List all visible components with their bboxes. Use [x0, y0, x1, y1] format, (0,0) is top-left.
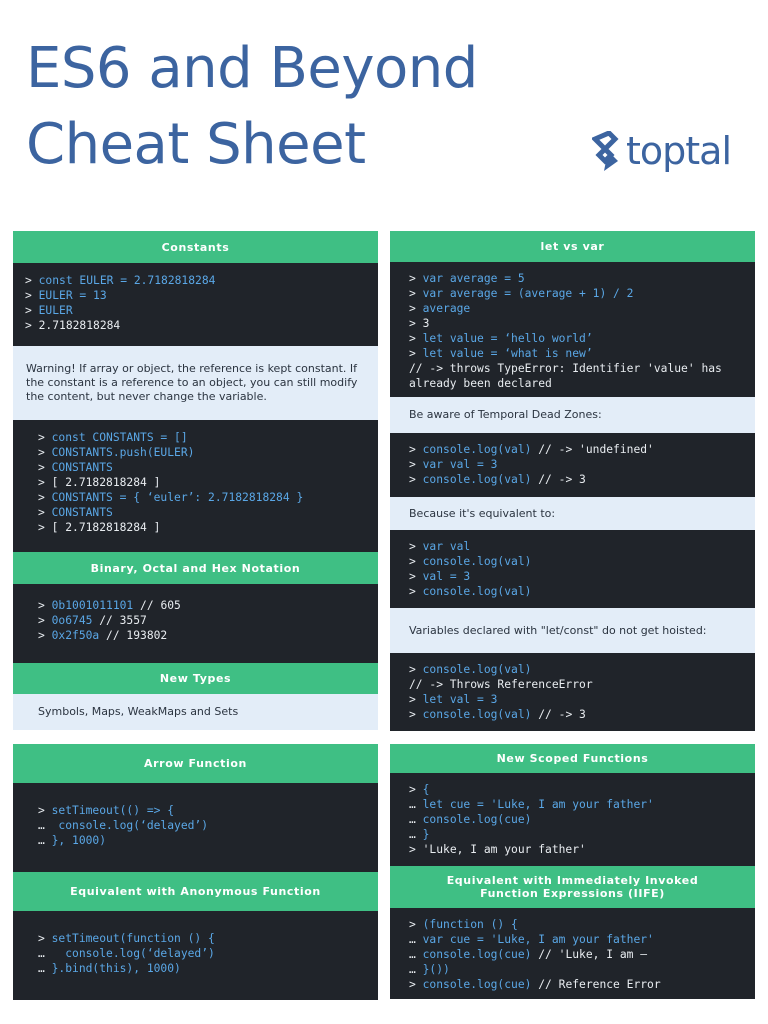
code-prompt: >	[38, 476, 52, 489]
binary-code-block	[13, 584, 378, 664]
code-prompt: >	[25, 304, 39, 317]
code-line	[38, 445, 378, 460]
code-line	[38, 460, 378, 475]
code-line	[409, 457, 755, 472]
code-line	[409, 947, 755, 962]
code-line	[409, 569, 755, 584]
code-prompt: …	[409, 963, 423, 976]
constants-header: Constants	[13, 231, 378, 263]
code-line	[38, 818, 378, 833]
code-text: console.log(cue)	[422, 948, 532, 961]
code-line	[409, 346, 755, 361]
toptal-logo-icon	[592, 131, 622, 171]
code-text: 2.7182818284	[38, 319, 121, 332]
code-output: // -> Throws ReferenceError	[409, 678, 593, 691]
code-line	[409, 782, 755, 797]
code-text: val = 3	[422, 570, 471, 583]
temporal-dead-zones-code-block	[390, 433, 755, 497]
code-line	[25, 288, 378, 303]
code-line	[409, 286, 755, 301]
code-prompt: >	[409, 918, 423, 931]
code-line	[38, 505, 378, 520]
code-line	[409, 316, 755, 331]
code-text: console.log(val)	[422, 473, 532, 486]
code-text: console.log(val)	[422, 555, 532, 568]
code-prompt: >	[38, 461, 52, 474]
code-output: // Reference Error	[531, 978, 661, 991]
arrow-function-card	[13, 744, 378, 1000]
code-text: already been declared	[409, 377, 552, 390]
code-prompt: >	[25, 274, 39, 287]
arrow-function-header: Arrow Function	[13, 744, 378, 783]
anonymous-function-code-block	[13, 911, 378, 1000]
code-text: }.bind(this), 1000)	[51, 962, 181, 975]
code-prompt: >	[409, 663, 423, 676]
code-prompt: >	[409, 332, 423, 345]
binary-card	[13, 552, 378, 664]
code-text: EULER = 13	[38, 289, 107, 302]
code-prompt: …	[409, 828, 423, 841]
code-line	[409, 472, 755, 487]
code-prompt: …	[38, 834, 52, 847]
code-line	[409, 662, 755, 677]
code-output: // 605	[133, 599, 181, 612]
code-prompt: …	[409, 948, 423, 961]
code-prompt: >	[409, 978, 423, 991]
code-line	[409, 827, 755, 842]
code-prompt: >	[409, 708, 423, 721]
code-line	[38, 946, 378, 961]
new-types-card	[13, 663, 378, 730]
code-text: }())	[422, 963, 450, 976]
code-line	[409, 812, 755, 827]
code-line	[409, 977, 755, 992]
logo-text: toptal	[626, 129, 732, 173]
let-vs-var-code-block	[390, 262, 755, 397]
code-text: CONSTANTS.push(EULER)	[51, 446, 195, 459]
binary-header: Binary, Octal and Hex Notation	[13, 552, 378, 584]
code-prompt: >	[409, 287, 423, 300]
code-prompt: >	[409, 555, 423, 568]
code-output: // -> 3	[531, 708, 586, 721]
code-line	[409, 554, 755, 569]
code-prompt: …	[38, 962, 52, 975]
hoisting-code-block	[390, 653, 755, 731]
code-text: var average = 5	[422, 272, 525, 285]
code-text: console.log(‘delayed’)	[51, 819, 209, 832]
code-prompt: >	[409, 693, 423, 706]
code-output: // 193802	[99, 629, 168, 642]
code-text: [ 2.7182818284 ]	[51, 476, 161, 489]
constants-code-block	[13, 263, 378, 346]
code-output: // -> 'undefined'	[531, 443, 654, 456]
code-text: let cue = 'Luke, I am your father'	[422, 798, 654, 811]
code-prompt: >	[409, 540, 423, 553]
code-line	[409, 539, 755, 554]
code-text: CONSTANTS = { ‘euler’: 2.7182818284 }	[51, 491, 304, 504]
code-line	[409, 932, 755, 947]
code-prompt: >	[25, 319, 39, 332]
page-title-line2: Cheat Sheet	[26, 112, 366, 177]
code-line	[409, 962, 755, 977]
code-line	[409, 331, 755, 346]
let-vs-var-card	[390, 231, 755, 731]
code-line	[38, 803, 378, 818]
code-line	[38, 430, 378, 445]
code-prompt: >	[38, 629, 52, 642]
toptal-logo	[592, 128, 731, 174]
hoisting-note: Variables declared with "let/const" do not get hoisted:	[390, 608, 755, 653]
code-text: 0o6745	[51, 614, 93, 627]
code-prompt: >	[409, 317, 423, 330]
code-line	[409, 361, 755, 376]
code-prompt: …	[409, 933, 423, 946]
code-prompt: >	[409, 570, 423, 583]
code-text: console.log(val)	[422, 443, 532, 456]
code-line	[38, 613, 378, 628]
code-prompt: …	[409, 798, 423, 811]
iife-code-block	[390, 908, 755, 999]
code-text: 3	[422, 317, 430, 330]
code-text: var val = 3	[422, 458, 498, 471]
code-output: // 3557	[92, 614, 147, 627]
code-text: const EULER = 2.7182818284	[38, 274, 216, 287]
arrow-function-code-block	[13, 783, 378, 872]
code-line	[38, 628, 378, 643]
code-text: average	[422, 302, 471, 315]
new-scoped-functions-card	[390, 744, 755, 999]
constants-array-code-block	[13, 420, 378, 552]
code-text: 0b1001011101	[51, 599, 134, 612]
code-text: EULER	[38, 304, 73, 317]
equivalent-code-block	[390, 530, 755, 608]
new-scoped-functions-header: New Scoped Functions	[390, 744, 755, 773]
code-line	[25, 318, 378, 333]
code-prompt: >	[38, 614, 52, 627]
new-scoped-functions-code-block	[390, 773, 755, 866]
code-line	[409, 301, 755, 316]
code-text: console.log(cue)	[422, 813, 532, 826]
code-line	[409, 842, 755, 857]
code-text: var val	[422, 540, 471, 553]
code-prompt: >	[409, 585, 423, 598]
code-prompt: >	[409, 473, 423, 486]
code-output: // 'Luke, I am –	[531, 948, 648, 961]
code-line	[409, 442, 755, 457]
new-types-header: New Types	[13, 663, 378, 694]
code-line	[38, 475, 378, 490]
code-line	[409, 271, 755, 286]
code-line	[38, 833, 378, 848]
code-text: console.log(val)	[422, 708, 532, 721]
code-text: 0x2f50a	[51, 629, 100, 642]
code-prompt: >	[38, 932, 52, 945]
code-line	[38, 490, 378, 505]
code-output: // -> 3	[531, 473, 586, 486]
code-prompt: >	[409, 443, 423, 456]
code-line	[409, 692, 755, 707]
let-vs-var-header: let vs var	[390, 231, 755, 262]
code-line	[409, 797, 755, 812]
temporal-dead-zones-note: Be aware of Temporal Dead Zones:	[390, 397, 755, 433]
constants-card	[13, 231, 378, 552]
code-prompt: >	[38, 446, 52, 459]
constants-warning: Warning! If array or object, the reference is kept constant. If the constant is a reference to an object, you can still modify the content, but never change the variable.	[13, 346, 378, 420]
code-text: (function () {	[422, 918, 518, 931]
code-text: setTimeout(() => {	[51, 804, 175, 817]
code-text: CONSTANTS	[51, 461, 113, 474]
code-line	[409, 677, 755, 692]
code-text: let val = 3	[422, 693, 498, 706]
code-text: }, 1000)	[51, 834, 107, 847]
code-text: console.log(cue)	[422, 978, 532, 991]
code-prompt: …	[38, 819, 52, 832]
code-prompt: >	[409, 783, 423, 796]
code-text: // -> throws TypeError: Identifier 'value' has	[409, 362, 722, 375]
code-text: [ 2.7182818284 ]	[51, 521, 161, 534]
code-line	[25, 273, 378, 288]
code-text: var average = (average + 1) / 2	[422, 287, 634, 300]
code-line	[409, 584, 755, 599]
code-prompt: >	[38, 599, 52, 612]
code-text: CONSTANTS	[51, 506, 113, 519]
code-line	[409, 917, 755, 932]
code-text: console.log(‘delayed’)	[51, 947, 215, 960]
code-prompt: >	[38, 804, 52, 817]
code-prompt: >	[38, 431, 52, 444]
code-text: console.log(val)	[422, 585, 532, 598]
code-text: var cue = 'Luke, I am your father'	[422, 933, 654, 946]
code-prompt: >	[38, 506, 52, 519]
code-line	[25, 303, 378, 318]
code-line	[38, 931, 378, 946]
code-text: const CONSTANTS = []	[51, 431, 188, 444]
code-output: 'Luke, I am your father'	[422, 843, 586, 856]
code-prompt: >	[38, 491, 52, 504]
code-text: console.log(val)	[422, 663, 532, 676]
page-title-line1: ES6 and Beyond	[26, 36, 478, 101]
code-text: let value = ‘hello world’	[422, 332, 593, 345]
code-line	[38, 520, 378, 535]
code-text: {	[422, 783, 430, 796]
equivalent-note: Because it's equivalent to:	[390, 497, 755, 530]
code-line	[38, 961, 378, 976]
code-prompt: >	[25, 289, 39, 302]
code-text: let value = ‘what is new’	[422, 347, 593, 360]
code-prompt: >	[409, 302, 423, 315]
code-line	[38, 598, 378, 613]
code-text: }	[422, 828, 430, 841]
code-line	[409, 376, 755, 391]
code-prompt: >	[409, 272, 423, 285]
code-prompt: >	[38, 521, 52, 534]
code-prompt: >	[409, 347, 423, 360]
code-prompt: >	[409, 843, 423, 856]
new-types-text: Symbols, Maps, WeakMaps and Sets	[13, 694, 378, 730]
code-text: setTimeout(function () {	[51, 932, 215, 945]
code-prompt: >	[409, 458, 423, 471]
code-line	[409, 707, 755, 722]
iife-header: Equivalent with Immediately Invoked Function Expressions (IIFE)	[390, 866, 755, 908]
code-prompt: …	[409, 813, 423, 826]
anonymous-function-header: Equivalent with Anonymous Function	[13, 872, 378, 911]
code-prompt: …	[38, 947, 52, 960]
